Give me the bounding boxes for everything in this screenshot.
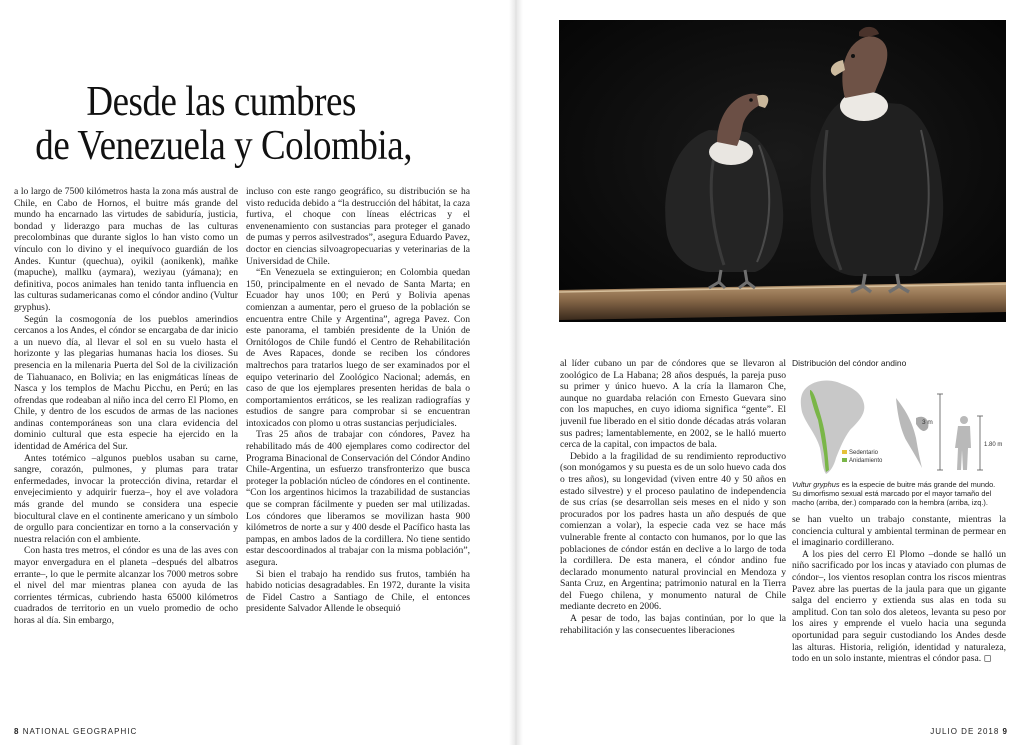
paragraph: A pesar de todo, las bajas continúan, por lo que la rehabilitación y las consecuentes liberaciones (560, 613, 786, 636)
text-column-4 (792, 514, 1006, 714)
article-headline (30, 80, 444, 168)
page-number-right: 9 (1002, 727, 1008, 736)
page-gutter (509, 0, 523, 745)
paragraph: incluso con este rango geográfico, su distribución se ha visto reducida debido a “la destrucción del hábitat, la caza furtiva, el choque con líneas eléctricas y el envenenamiento con sustancias para proteger el ganado de pumas y perros asilvestrados”, asegura Eduardo Pavez, doctor en ciencias silvoagropecuarias y veterinarias de la Universidad de Chile. (246, 186, 470, 267)
page-number-left: 8 (14, 727, 20, 736)
legend-swatch-anidamiento (842, 458, 847, 462)
folio-left (14, 727, 137, 736)
condor-pair-illustration (559, 20, 1006, 322)
headline-line-1: Desde las cumbres (86, 79, 356, 125)
photo-caption (792, 480, 1006, 507)
distribution-infographic (792, 358, 1008, 478)
paragraph: Según la cosmogonía de los pueblos amerindios cercanos a los Andes, el cóndor se encargaba de dar inicio a un nuevo día, al llevar el sol en su vuelo hasta el horizonte y las plegarias humanas hacia los dioses. Su presencia en la milenaria Puerta del Sol de la civilización de Tiahuanaco, en Bolivia; en las enigmáticas líneas de Nasca y los templos de Machu Picchu, en Perú; en las ofrendas que rodeaban al niño inca del cerro El Plomo, en Chile, y dentro de los escudos de armas de las naciones andinas contemporáneas son una clara evidencia del dominio cultural que esta especie ha ejercido en la identidad de América del Sur. (14, 313, 238, 453)
paragraph: “En Venezuela se extinguieron; en Colombia quedan 150, principalmente en el nevado de Santa Marta; en Ecuador hay unos 100; en Perú y Bolivia apenas comienzan a aumentar, pero el grueso de la población se encuentra entre Chile y Argentina”, agrega Pavez. Con este panorama, el también presidente de la Unión de Ornitólogos de Chile fundó el Centro de Rehabilitación de Aves Rapaces, donde se reciben los cóndores maltrechos para tratarlos luego de ser examinados por el equipo veterinario del Zoológico Nacional; además, en caso de que los ejemplares presenten heridas de bala o comportamientos erráticos, se les realizan radiografías y estudios de sangre para comprobar si se encuentran intoxicados con plomo u otras sustancias perjudiciales. (246, 267, 470, 429)
paragraph: al líder cubano un par de cóndores que se llevaron al zoológico de La Habana; 28 años después, la pareja puso su primer y único huevo. A la cría la llamaron Che, aunque no guardaba relación con Ernesto Guevara sino con los mapuches, en cuyo idioma significa “gente”. El juvenil fue liberado en el sitio donde décadas atrás volaran sus padres; lamentablemente, en 2002, se le halló muerto cerca de la capital, con impactos de bala. (560, 358, 786, 451)
text-column-1 (14, 186, 238, 706)
paragraph: Si bien el trabajo ha rendido sus frutos, también ha habido noticias desagradables. En 1972, durante la visita de Fidel Castro a Santiago de Chile, el entonces presidente Salvador Allende le obsequió (246, 568, 470, 615)
issue-date: JULIO DE 2018 (930, 727, 1000, 736)
map-title: Distribución del cóndor andino (792, 358, 907, 368)
condor-silhouette-icon (896, 398, 922, 468)
condor-photo (559, 20, 1006, 322)
headline-line-2: de Venezuela y Colombia, (35, 123, 413, 169)
paragraph: Con hasta tres metros, el cóndor es una de las aves con mayor envergadura en el planeta –después del albatros errante–, lo que le permite alcanzar los 7000 metros sobre el nivel del mar mientras planea con ayuda de las corrientes térmicas, cubriendo hasta 65000 kilómetros cuadrados de territorio en un vuelo promedio de ocho horas al día. Sin embargo, (14, 545, 238, 626)
paragraph: Tras 25 años de trabajar con cóndores, Pavez ha rehabilitado más de 400 ejemplares como codirector del Programa Binacional de Conservación del Cóndor Andino Chile-Argentina, un esfuerzo transfronterizo que busca proteger la población núcleo de cóndores en el continente. “Con los argentinos hicimos la trazabilidad de sustancias que se compran fácilmente y pueden ser mal utilizadas. Los cóndores que liberamos se movilizan hasta 900 kilómetros de norte a sur y 400 desde el Pacífico hasta las pampas, en ambos lados de la cordillera. No tiene sentido estar descoordinados al trabajar con la misma población”, asegura. (246, 429, 470, 568)
legend-sedentario: Sedentario (849, 450, 879, 456)
legend-swatch-sedentario (842, 450, 847, 454)
legend-anidamiento: Anidamiento (849, 458, 883, 464)
paragraph: a lo largo de 7500 kilómetros hasta la zona más austral de Chile, en Cabo de Hornos, el buitre más grande del mundo ha encarnado las virtudes de sabiduría, justicia, bondad y liderazgo para muchas de las culturas precolombinas que durante siglos lo han visto como un vínculo con lo divino y el inequívoco guardián de los Andes. Kuntur (quechua), oyikil (aonikenk), mañke (mapuche), mallku (aymara), weziyau (yámana); en definitiva, pocos animales han tenido tanta influencia en las culturas sudamericanas como el cóndor andino (Vultur gryphus). (14, 186, 238, 313)
paragraph: Antes totémico –algunos pueblos usaban su carne, sangre, corazón, pulmones, y plumas para tratar enfermedades, invocar la protección divina, retardar el envejecimiento y adquirir fuerza–, hoy el ave voladora más grande del mundo se considera una especie biocultural clave en el continente americano y un símbolo de orgullo para concientizar en torno a la conservación y nuestra relación con el ambiente. (14, 452, 238, 545)
text-column-2 (246, 186, 470, 706)
caption-text: es la especie de buitre más grande del mundo. Su dimorfismo sexual está marcado por el mayor tamaño del macho (arriba, der.) comparado con la hembra (arriba, izq.). (792, 480, 996, 507)
magazine-name: NATIONAL GEOGRAPHIC (22, 727, 138, 736)
wingspan-label: 3 m (922, 419, 933, 426)
human-silhouette-icon (960, 416, 968, 424)
paragraph: A los pies del cerro El Plomo –donde se halló un niño sacrificado por los incas y ataviado con plumas de cóndor–, los vientos resoplan contra los riscos mientras Pavez abre las puertas de la jaula para que un gigante salga del encierro y extienda sus alas en toda su amplitud. Con tan solo dos aleteos, levanta su peso por los aires y emprende el vuelo hacia una segunda oportunidad para seguir custodiando los Andes desde las alturas. Historia, religión, identidad y naturaleza, todo en un solo instante, mientras el cóndor pasa. ◻ (792, 548, 1006, 665)
human-height-label: 1.80 m (984, 442, 1003, 448)
distribution-map-graphic (792, 358, 1008, 476)
folio-right (930, 727, 1008, 736)
paragraph: se han vuelto un trabajo constante, mientras la conciencia cultural y ambiental terminan de permear en el imaginario cordillerano. (792, 514, 1006, 549)
text-column-3 (560, 358, 786, 708)
caption-species: Vultur gryphus (792, 480, 840, 489)
paragraph: Debido a la fragilidad de su rendimiento reproductivo (son monógamos y su puesta es de un solo huevo cada dos o tres años), su longevidad (viven entre 40 y 50 años en estado silvestre) y el proceso paulatino de independencia de sus crías (se desarrollan seis meses en el nido y son procurados por los padres hasta un año después de que comienzan a volar), la especie cada vez se hace más vulnerable frente al contacto con humanos, por lo que las poblaciones de cóndor están en declive a lo largo de toda la cordillera. De esta manera, el cóndor andino fue declarado monumento natural provincial en Mendoza y Santa Cruz, en Argentina; patrimonio natural en la Tierra del Fuego chilena, y monumento natural de Chile mediante decreto en 2006. (560, 450, 786, 613)
